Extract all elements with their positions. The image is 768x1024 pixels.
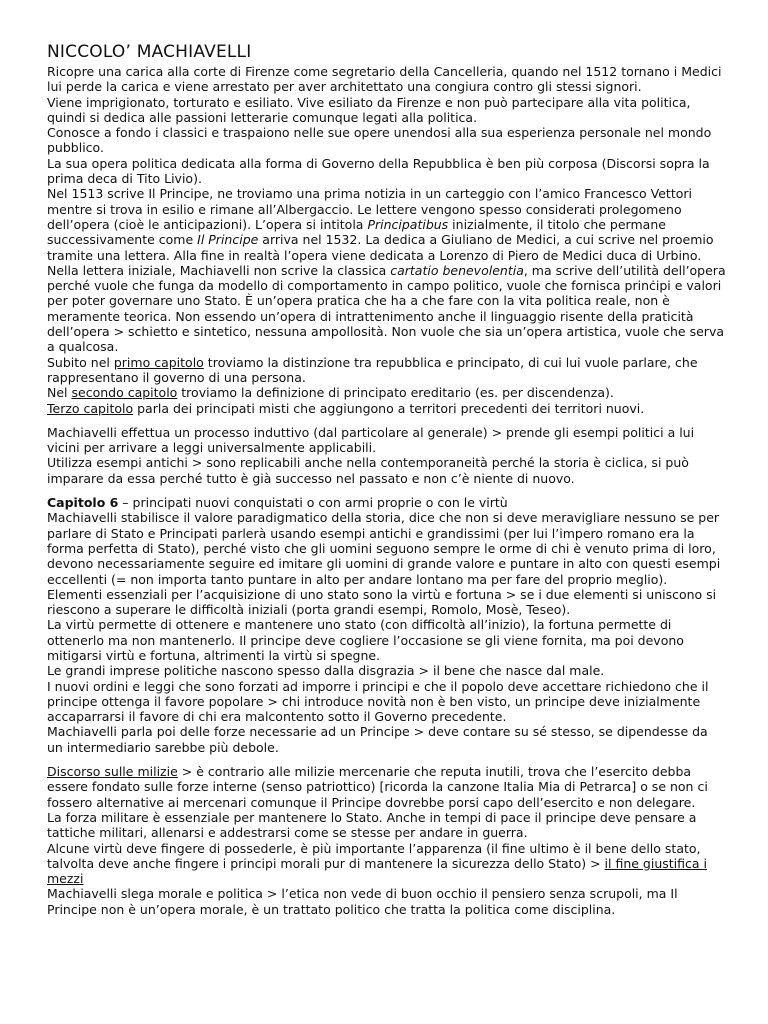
page-title: NICCOLO’ MACHIAVELLI xyxy=(47,42,252,62)
paragraph: Machiavelli parla poi delle forze necessarie ad un Principe > deve contare su sé stesso, se dipendesse da un intermediario sarebbe più debole. xyxy=(47,724,708,755)
document-body xyxy=(47,42,727,917)
text-run: > è contrario alle milizie mercenarie che reputa inutili, trova che l’esercito debba essere fondato sulle forze interne (senso patriottico) [ricorda la canzone Italia Mia di Petrarca] o se non ci fossero alternative ai mercenari comunque il Principe dovrebbe porsi capo dell’esercito e non delegare. xyxy=(47,764,708,810)
text-run: – principati nuovi conquistati o con armi proprie o con le virtù xyxy=(118,495,508,511)
paragraph: Conosce a fondo i classici e traspaiono nelle sue opere unendosi alla sua esperienza personale nel mondo pubblico. xyxy=(47,125,712,156)
underlined-text: secondo capitolo xyxy=(71,385,178,401)
text-run: parla dei principati misti che aggiungono a territori precedenti dei territori nuovi. xyxy=(133,400,645,416)
paragraph xyxy=(47,186,727,354)
paragraph: Ricopre una carica alla corte di Firenze come segretario della Cancelleria, quando nel 1512 tornano i Medici lui perde la carica e viene arrestato per aver architettato una congiura contro gli stessi signori. xyxy=(47,64,722,95)
text-run: Nel 1513 scrive Il Principe, ne troviamo una prima notizia in un carteggio con l’amico Francesco Vettori mentre si trova in esilio e rimane all’Albergaccio. Le lettere vengono spesso considerati prolegomeno dell’opera (cioè le anticipazioni). L’opera si intitola xyxy=(47,186,692,232)
paragraph xyxy=(47,355,727,386)
underlined-text: Discorso sulle milizie xyxy=(47,764,178,780)
italic-text: Principatibus xyxy=(367,216,449,232)
text-run: arriva nel 1532. La dedica a Giuliano de Medici, a cui scrive nel proemio tramite una lettera. Alla fine in realtà l’opera viene dedicata a Lorenzo di Piero de Medici duca di Urbino. Nella lettera iniziale, Machiavelli non scrive la classica xyxy=(47,232,714,278)
section-heading xyxy=(47,495,727,510)
underlined-text: il fine giustifica i mezzi xyxy=(47,855,707,887)
paragraph: Le grandi imprese politiche nascono spesso dalla disgrazia > il bene che nasce dal male. xyxy=(47,663,605,679)
paragraph: I nuovi ordini e leggi che sono forzati ad imporre i principi e che il popolo deve accettare richiedono che il principe ottenga il favore popolare > chi introduce novità non è ben visto, un principe deve inizialmente accaparrarsi il favore di chi era malcontento sotto il Governo precedente. xyxy=(47,678,709,725)
text-run: inizialmente, il titolo che permane successivamente come xyxy=(47,216,666,248)
paragraph: Viene imprigionato, torturato e esiliato. Vive esiliato da Firenze e non può partecipare alla vita politica, quindi si dedica alle passioni letterarie comunque legati alla politica. xyxy=(47,94,691,125)
italic-text: cartatio benevolentia xyxy=(390,262,524,278)
paragraph: Machiavelli slega morale e politica > l’etica non vede di buon occhio il pensiero senza scrupoli, ma Il Principe non è un’opera morale, è un trattato politico che tratta la politica come disciplina. xyxy=(47,886,678,917)
paragraph: Machiavelli effettua un processo induttivo (dal particolare al generale) > prende gli esempi politici a lui vicini per arrivare a leggi universalmente applicabili. xyxy=(47,424,695,456)
text-run: , ma scrive dell’utilità dell’opera perché vuole che funga da modello di comportamento in campo politico, vuole che fornisca prinċipi e valori per poter governare uno Stato. È un’opera pratica che ha a che fare con la vita politica reale, non è meramente teorica. Non essendo un’opera di intrattenimento anche il linguaggio risente della praticità dell’opera > schietto e sintetico, nessuna ampollosità. Non vuole che sia un’opera artistica, vuole che serva a qualcosa. xyxy=(47,262,726,355)
paragraph xyxy=(47,841,727,887)
text-run: Subito nel xyxy=(47,354,114,370)
underlined-text: Terzo capitolo xyxy=(47,400,134,416)
paragraph: Machiavelli stabilisce il valore paradigmatico della storia, dice che non si deve meravigliare nessuno se per parlare di Stato e Principati parlerà usando esempi antichi e grandissimi (per lui l’impero romano era la forma perfetta di Stato), perché visto che gli uomini seguono sempre le orme di chi è venuto prima di loro, devono necessariamente seguire ed imitare gli uomini di grande valore e puntare in alto con questi esempi eccellenti (= non importa tanto puntare in alto per andare lontano ma per fare del proprio meglio). xyxy=(47,510,721,587)
italic-text: Il Principe xyxy=(197,232,259,248)
paragraph xyxy=(47,401,727,416)
paragraph xyxy=(47,385,727,400)
bold-text: Capitolo 6 xyxy=(47,495,119,511)
text-run: Alcune virtù deve fingere di possederle, è più importante l’apparenza (il fine ultimo è il bene dello stato, talvolta deve anche fingere i principi morali pur di mantenere la sicurezza dello Stato) > xyxy=(47,840,701,871)
paragraph: Elementi essenziali per l’acquisizione di uno stato sono la virtù e fortuna > se i due elementi si uniscono si riescono a superare le difficoltà iniziali (porta grandi esempi, Romolo, Mosè, Teseo). xyxy=(47,586,717,618)
paragraph xyxy=(47,764,727,810)
paragraph: Utilizza esempi antichi > sono replicabili anche nella contemporaneità perché la storia è ciclica, si può imparare da essa perché tutto è già successo nel passato e non c’è niente di nuovo. xyxy=(47,455,689,486)
text-run: Nel xyxy=(47,385,72,401)
text-run: troviamo la distinzione tra repubblica e principato, di cui lui vuole parlare, che rappresentano il governo di una persona. xyxy=(47,354,698,385)
text-run: troviamo la definizione di principato ereditario (es. per discendenza). xyxy=(177,385,614,401)
paragraph: La forza militare è essenziale per mantenere lo Stato. Anche in tempi di pace il principe deve pensare a tattiche militari, allenarsi e addestrarsi come se stesse per andare in guerra. xyxy=(47,809,697,841)
paragraph: La virtù permette di ottenere e mantenere uno stato (con difficoltà all’inizio), la fortuna permette di ottenerlo ma non mantenerlo. Il principe deve cogliere l’occasione se gli viene fornita, ma poi devono mitigarsi virtù e fortuna, altrimenti la virtù si spegne. xyxy=(47,617,684,663)
underlined-text: primo capitolo xyxy=(113,354,204,370)
paragraph-gap xyxy=(47,416,727,425)
paragraph-gap xyxy=(47,486,727,495)
paragraph-gap xyxy=(47,755,727,764)
paragraph: La sua opera politica dedicata alla forma di Governo della Repubblica è ben più corposa (Discorsi sopra la prima deca di Tito Livio). xyxy=(47,155,710,187)
